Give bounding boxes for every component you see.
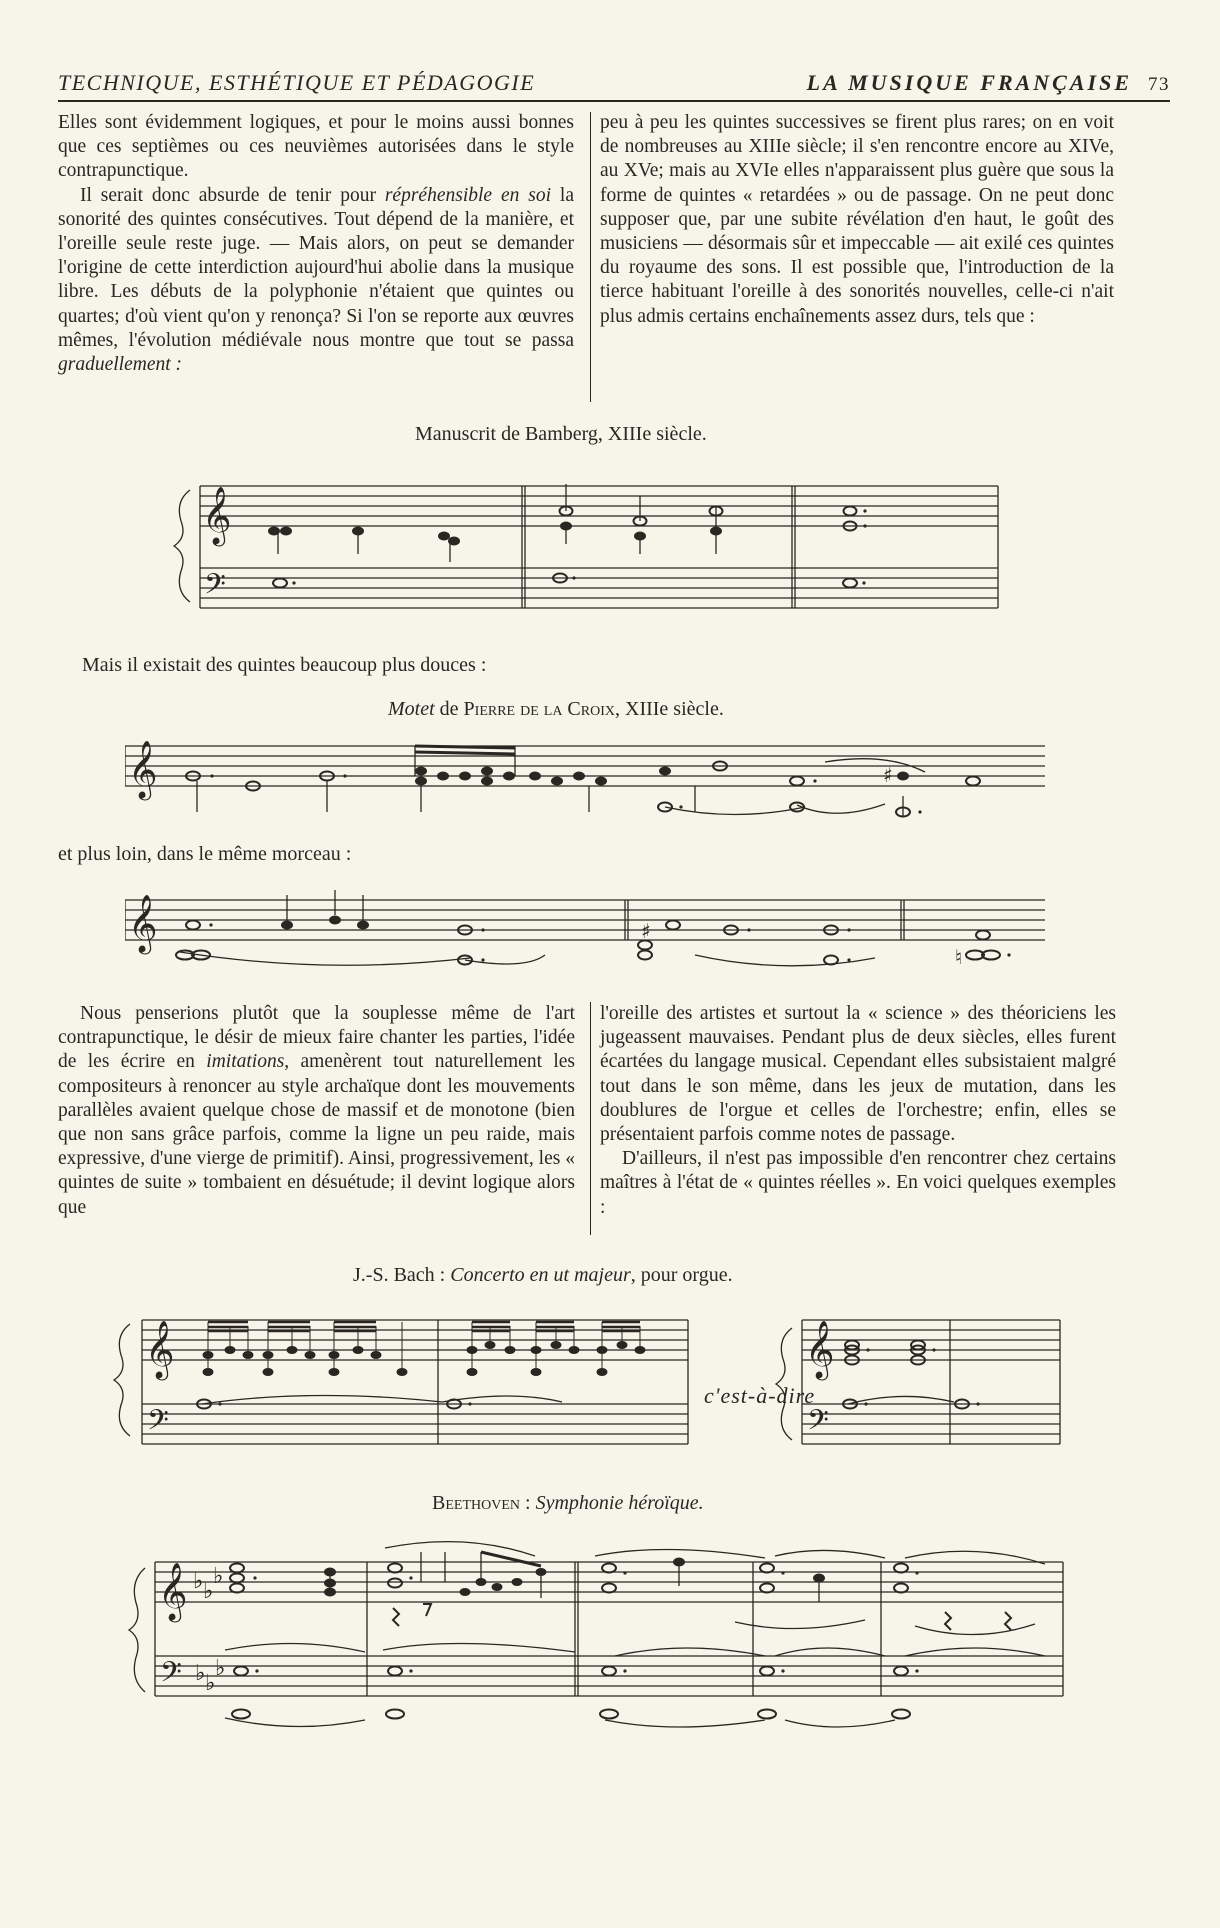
treble-clef-icon: 𝄞 [805, 1320, 835, 1378]
emphasis: imitations [206, 1051, 285, 1073]
treble-clef-icon: 𝄞 [158, 1562, 188, 1620]
flat-icon: ♭ [205, 1671, 216, 1696]
treble-clef-icon: 𝄞 [145, 1320, 175, 1378]
paragraph: Nous penserions plutôt que la souplesse même de l'art contrapunctique, le désir de mieux faire chanter les parties, l'idée de les écrire en imitations, amenèrent tout naturellement les compositeurs à renoncer au style archaïque dont les mouvements parallèles avaient quelque chose de massif et de monotone (bien que non sans grâce parfois, comme la ligne un peu raide, mais expressive, d'une vierge de primitif). Ainsi, progressivement, les « quintes de suite » tombaient en désuétude; il devint logique alors que [58, 1003, 575, 1218]
bass-clef-icon: 𝄢 [807, 1404, 829, 1444]
text-column-right-2 [600, 1002, 1116, 1220]
caption-plus-loin: et plus loin, dans le même morceau : [58, 843, 352, 865]
caption-douces: Mais il existait des quintes beaucoup plus douces : [82, 654, 487, 676]
header-left-title: TECHNIQUE, ESTHÉTIQUE ET PÉDAGOGIE [58, 70, 536, 95]
flat-icon: ♭ [215, 1656, 226, 1681]
page-number: 73 [1148, 74, 1170, 95]
caption-bamberg: Manuscrit de Bamberg, XIIIe siècle. [415, 423, 707, 445]
paragraph: Il serait donc absurde de tenir pour répréhensible en soi la sonorité des quintes consécutives. Tout dépend de la manière, et l'oreille seule reste juge. — Mais alors, on peut se demander l'origine de cette interdiction aujourd'hui abolie dans la musique libre. Les débuts de la polyphonie n'étaient que quintes ou quartes; d'où vient qu'on y renonça? Si l'on se reporte aux œuvres mêmes, l'évolution médiévale nous montre que tout se passa graduellement : [58, 184, 574, 376]
flat-icon: ♭ [195, 1661, 206, 1686]
column-rule [590, 112, 591, 402]
paragraph: peu à peu les quintes successives se firent plus rares; on en voit de nombreuses au XIIIe siècle; il s'en rencontre encore au XIVe, au XVe; mais au XVIe elles n'apparaissent plus guère que sous la forme de quintes « retardées » ou de passage. On ne peut donc supposer que, par une subite révélation d'en haut, le goût des musiciens — désormais sûr et impeccable — ait exilé ces quintes du royaume des sons. Il est possible que, l'introduction de la tierce habituant l'oreille à des sonorités nouvelles, celle-ci n'ait plus admis certains enchaînements assez durs, tels que : [600, 112, 1114, 327]
caption-bach: J.-S. Bach : Concerto en ut majeur, pour orgue. [353, 1264, 733, 1286]
header-right-title: LA MUSIQUE FRANÇAISE [806, 70, 1132, 95]
sharp-icon: ♯ [641, 919, 651, 943]
natural-icon: ♮ [955, 945, 963, 969]
treble-clef-icon: 𝄞 [202, 486, 232, 544]
score-beethoven [125, 1528, 1070, 1734]
treble-clef-icon: 𝄞 [128, 894, 158, 952]
bass-clef-icon: 𝄢 [204, 568, 226, 608]
text-column-left-2 [58, 1002, 575, 1220]
score-bach [112, 1300, 1072, 1470]
score-bamberg [170, 462, 1010, 636]
caption-beethoven: Beethoven : Symphonie héroïque. [432, 1492, 704, 1514]
cest-a-dire-label: c'est-à-dire [704, 1383, 816, 1408]
score-motet-2 [125, 880, 1050, 980]
text-column-right-1 [600, 111, 1114, 329]
score-motet-1 [125, 732, 1050, 832]
paragraph: Elles sont évidemment logiques, et pour le moins aussi bonnes que ces septièmes ou ces neuvièmes autorisées dans le style contrapunctique. [58, 112, 574, 182]
bass-clef-icon: 𝄢 [147, 1404, 169, 1444]
flat-icon: ♭ [213, 1564, 224, 1589]
flat-icon: ♭ [203, 1579, 214, 1604]
bass-clef-icon: 𝄢 [160, 1656, 182, 1696]
column-rule [590, 1002, 591, 1235]
flat-icon: ♭ [193, 1569, 204, 1594]
text-column-left-1 [58, 111, 574, 377]
running-header [58, 66, 1170, 102]
caption-motet: Motet de Pierre de la Croix, XIIIe siècle. [388, 698, 724, 720]
paragraph: l'oreille des artistes et surtout la « science » des théoriciens les jugeassent mauvaises. Pendant plus de deux siècles, elles furent écartées du langage musical. Cependant elles subsistaient malgré tout dans le son même, dans les jeux de mutation, dans les doublures de l'orgue et celles de l'orchestre; enfin, elles se présentaient parfois comme notes de passage. [600, 1003, 1116, 1146]
treble-clef-icon: 𝄞 [128, 740, 158, 798]
sharp-icon: ♯ [883, 763, 893, 787]
paragraph: D'ailleurs, il n'est pas impossible d'en rencontrer chez certains maîtres à l'état de « quintes réelles ». En voici quelques exemples : [600, 1148, 1116, 1218]
